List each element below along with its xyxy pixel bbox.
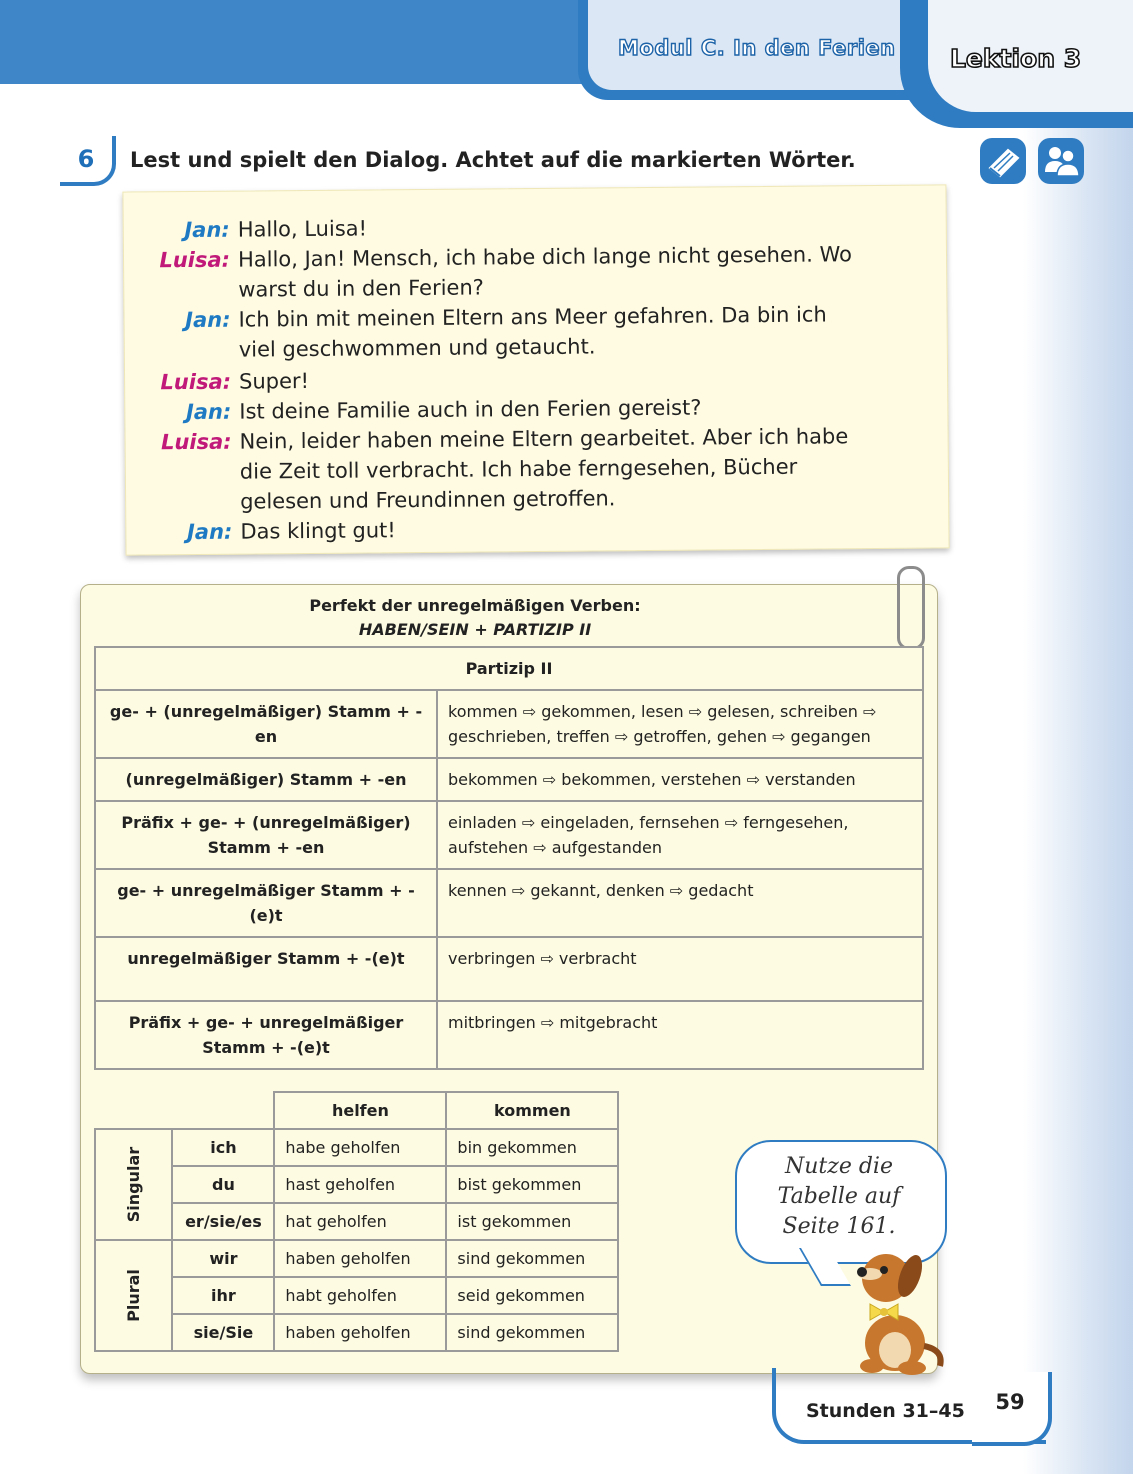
rule-cell: ge- + unregelmäßiger Stamm + -(e)t <box>95 869 437 937</box>
pair-work-icon <box>1038 138 1084 184</box>
form-cell: ist gekommen <box>446 1203 618 1240</box>
dialog-line: Jan: Ist deine Familie auch in den Ferien gereist? <box>185 395 702 425</box>
pronoun-cell: du <box>172 1166 274 1203</box>
form-cell: habt geholfen <box>274 1277 446 1314</box>
table-header: Partizip II <box>95 647 923 690</box>
lesson-title: Lektion 3 <box>950 44 1082 73</box>
example-cell: bekommen ⇨ bekommen, verstehen ⇨ verstanden <box>437 758 923 801</box>
dialog-line: Jan: Das klingt gut! <box>186 518 396 545</box>
dialog-line: Jan: Hallo, Luisa! <box>184 216 368 243</box>
pronoun-cell: er/sie/es <box>172 1203 274 1240</box>
rule-cell: ge- + (unregelmäßiger) Stamm + -en <box>95 690 437 758</box>
table-row <box>95 801 923 869</box>
partizip-table <box>94 646 924 1070</box>
table-row <box>95 690 923 758</box>
form-cell: sind gekommen <box>446 1240 618 1277</box>
conjugation-table <box>94 1091 619 1352</box>
section-label: Stunden 31–45 <box>806 1400 965 1422</box>
example-cell: kommen ⇨ gekommen, lesen ⇨ gelesen, schreiben ⇨ geschrieben, treffen ⇨ getroffen, gehen ⇨ gegangen <box>437 690 923 758</box>
rule-cell: Präfix + ge- + unregelmäßiger Stamm + -(e)t <box>95 1001 437 1069</box>
form-cell: hat geholfen <box>274 1203 446 1240</box>
column-header: helfen <box>274 1092 446 1129</box>
pronoun-cell: sie/Sie <box>172 1314 274 1351</box>
column-header: kommen <box>446 1092 618 1129</box>
table-row <box>95 1203 618 1240</box>
table-row <box>95 1277 618 1314</box>
page-edge-gradient <box>1023 0 1133 1474</box>
table-row <box>95 1314 618 1351</box>
dialog-line: Luisa: Super! <box>160 368 310 395</box>
dog-mascot-icon <box>840 1238 950 1378</box>
dialog-line: viel geschwommen und getaucht. <box>238 334 596 362</box>
dialog-line: Luisa: Hallo, Jan! Mensch, ich habe dich lange nicht gesehen. Wo <box>159 242 852 273</box>
page-number: 59 <box>995 1390 1025 1414</box>
paperclip-icon <box>897 566 925 650</box>
dialog-card <box>122 184 949 555</box>
task-number: 6 <box>60 136 116 186</box>
table-row <box>95 1240 618 1277</box>
empty-corner <box>95 1092 274 1129</box>
dialog-line: gelesen und Freundinnen getroffen. <box>240 486 616 514</box>
dialog-line: warst du in den Ferien? <box>238 275 484 302</box>
table-row <box>95 1001 923 1069</box>
book-icon <box>980 138 1026 184</box>
form-cell: bist gekommen <box>446 1166 618 1203</box>
pronoun-cell: wir <box>172 1240 274 1277</box>
example-cell: mitbringen ⇨ mitgebracht <box>437 1001 923 1069</box>
table-row <box>95 758 923 801</box>
table-header-row <box>95 1092 618 1129</box>
form-cell: haben geholfen <box>274 1240 446 1277</box>
table-row <box>95 1129 618 1166</box>
task-instruction: Lest und spielt den Dialog. Achtet auf die markierten Wörter. <box>130 148 856 172</box>
group-label: Singular <box>95 1129 172 1240</box>
example-cell: kennen ⇨ gekannt, denken ⇨ gedacht <box>437 869 923 937</box>
form-cell: habe geholfen <box>274 1129 446 1166</box>
form-cell: sind gekommen <box>446 1314 618 1351</box>
header-band <box>0 0 590 84</box>
table-row <box>95 937 923 1001</box>
example-cell: verbringen ⇨ verbracht <box>437 937 923 1001</box>
table-row <box>95 869 923 937</box>
pronoun-cell: ihr <box>172 1277 274 1314</box>
table-row <box>95 1166 618 1203</box>
dialog-line: Jan: Ich bin mit meinen Eltern ans Meer gefahren. Da bin ich <box>185 302 827 333</box>
grammar-title: Perfekt der unregelmäßigen Verben: HABEN/SEIN + PARTIZIP II <box>309 596 641 639</box>
form-cell: hast geholfen <box>274 1166 446 1203</box>
dialog-line: Luisa: Nein, leider haben meine Eltern gearbeitet. Aber ich habe <box>160 424 849 455</box>
rule-cell: (unregelmäßiger) Stamm + -en <box>95 758 437 801</box>
form-cell: seid gekommen <box>446 1277 618 1314</box>
group-label: Plural <box>95 1240 172 1351</box>
pronoun-cell: ich <box>172 1129 274 1166</box>
rule-cell: Präfix + ge- + (unregelmäßiger) Stamm + -en <box>95 801 437 869</box>
form-cell: haben geholfen <box>274 1314 446 1351</box>
module-title: Modul C. In den Ferien <box>618 36 896 60</box>
form-cell: bin gekommen <box>446 1129 618 1166</box>
dialog-line: die Zeit toll verbracht. Ich habe ferngesehen, Bücher <box>239 454 798 484</box>
rule-cell: unregelmäßiger Stamm + -(e)t <box>95 937 437 1001</box>
table-header-row <box>95 647 923 690</box>
example-cell: einladen ⇨ eingeladen, fernsehen ⇨ ferngesehen, aufstehen ⇨ aufgestanden <box>437 801 923 869</box>
speech-bubble-text: Nutze die Tabelle auf Seite 161. <box>777 1154 901 1239</box>
